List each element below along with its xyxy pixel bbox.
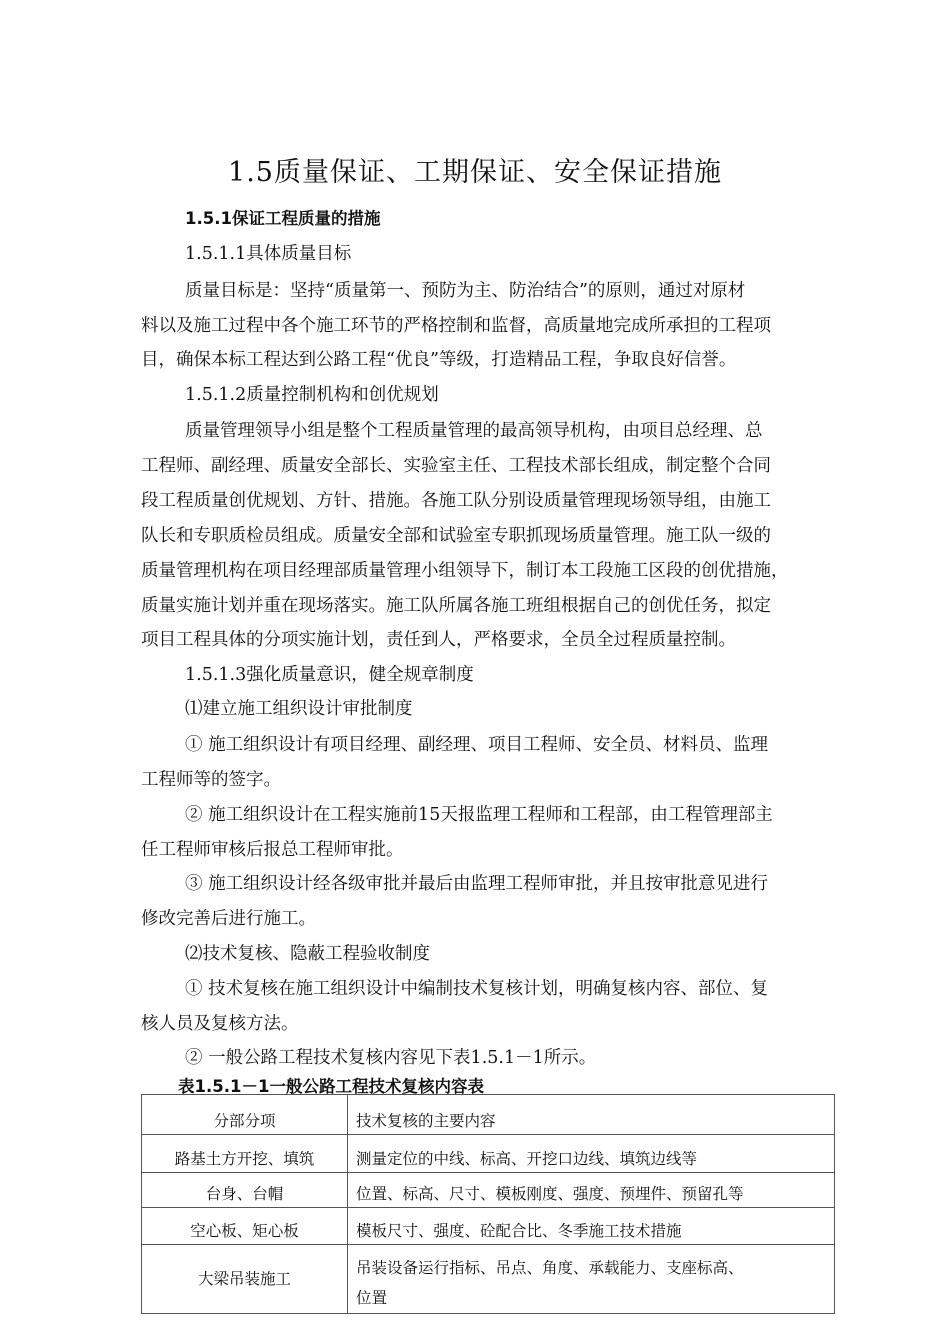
paragraph-line: 项目工程具体的分项实施计划，责任到人，严格要求，全员全过程质量控制。 [141,630,736,650]
list-item-continuation: 任工程师审核后报总工程师审批。 [141,840,404,860]
paragraph-line: 质量目标是：坚持“质量第一、预防为主、防治结合”的原则，通过对原材 [185,281,746,301]
list-heading: ⑴建立施工组织设计审批制度 [185,699,413,719]
list-heading: ⑵技术复核、隐蔽工程验收制度 [185,944,430,964]
table-row [142,1135,835,1173]
table-header-cell: 技术复核的主要内容 [348,1095,835,1135]
paragraph-line: 段工程质量创优规划、方针、措施。各施工队分别设质量管理现场领导组，由施工 [141,491,771,511]
paragraph-line: 工程师、副经理、质量安全部长、实验室主任、工程技术部长组成，制定整个合同 [141,456,771,476]
paragraph-line: 队长和专职质检员组成。质量安全部和试验室专职抓现场质量管理。施工队一级的 [141,526,771,546]
page-title: 1.5质量保证、工期保证、安全保证措施 [228,157,722,188]
list-item: ① 施工组织设计有项目经理、副经理、项目工程师、安全员、材料员、监理 [185,735,769,755]
list-item: ② 一般公路工程技术复核内容见下表1.5.1－1所示。 [185,1048,597,1068]
table-cell: 大梁吊装施工 [142,1245,348,1314]
list-item: ③ 施工组织设计经各级审批并最后由监理工程师审批，并且按审批意见进行 [185,874,769,894]
table-header-cell: 分部分项 [142,1095,348,1135]
table-caption: 表1.5.1－1一般公路工程技术复核内容表 [178,1077,484,1096]
technical-review-table [141,1094,835,1314]
paragraph-line: 目，确保本标工程达到公路工程“优良”等级，打造精品工程，争取良好信誉。 [141,350,737,370]
table-cell: 模板尺寸、强度、砼配合比、冬季施工技术措施 [348,1208,835,1245]
table-cell: 空心板、矩心板 [142,1208,348,1245]
section-heading: 1.5.1保证工程质量的措施 [185,209,381,228]
subsection-heading: 1.5.1.1具体质量目标 [185,244,352,264]
table-row [142,1245,835,1314]
table-header-row [142,1095,835,1135]
table-row [142,1173,835,1208]
table-cell: 吊装设备运行指标、吊点、角度、承载能力、支座标高、 位置 [348,1245,835,1314]
list-item: ② 施工组织设计在工程实施前15天报监理工程师和工程部，由工程管理部主 [185,805,773,825]
list-item-continuation: 工程师等的签字。 [141,770,281,790]
table-cell: 位置、标高、尺寸、模板刚度、强度、预埋件、预留孔等 [348,1173,835,1208]
list-item-continuation: 修改完善后进行施工。 [141,909,316,929]
table-cell: 台身、台帽 [142,1173,348,1208]
table-cell: 路基土方开挖、填筑 [142,1135,348,1173]
table-cell: 测量定位的中线、标高、开挖口边线、填筑边线等 [348,1135,835,1173]
paragraph-line: 质量实施计划并重在现场落实。施工队所属各施工班组根据自己的创优任务，拟定 [141,596,771,616]
subsection-heading: 1.5.1.2质量控制机构和创优规划 [185,385,439,405]
table-row [142,1208,835,1245]
paragraph-line: 质量管理机构在项目经理部质量管理小组领导下，制订本工段施工区段的创优措施， [141,561,789,581]
list-item: ① 技术复核在施工组织设计中编制技术复核计划，明确复核内容、部位、复 [185,979,769,999]
subsection-heading: 1.5.1.3强化质量意识，健全规章制度 [185,665,474,685]
paragraph-line: 料以及施工过程中各个施工环节的严格控制和监督，高质量地完成所承担的工程项 [141,316,771,336]
paragraph-line: 质量管理领导小组是整个工程质量管理的最高领导机构，由项目总经理、总 [185,421,763,441]
list-item-continuation: 核人员及复核方法。 [141,1014,299,1034]
